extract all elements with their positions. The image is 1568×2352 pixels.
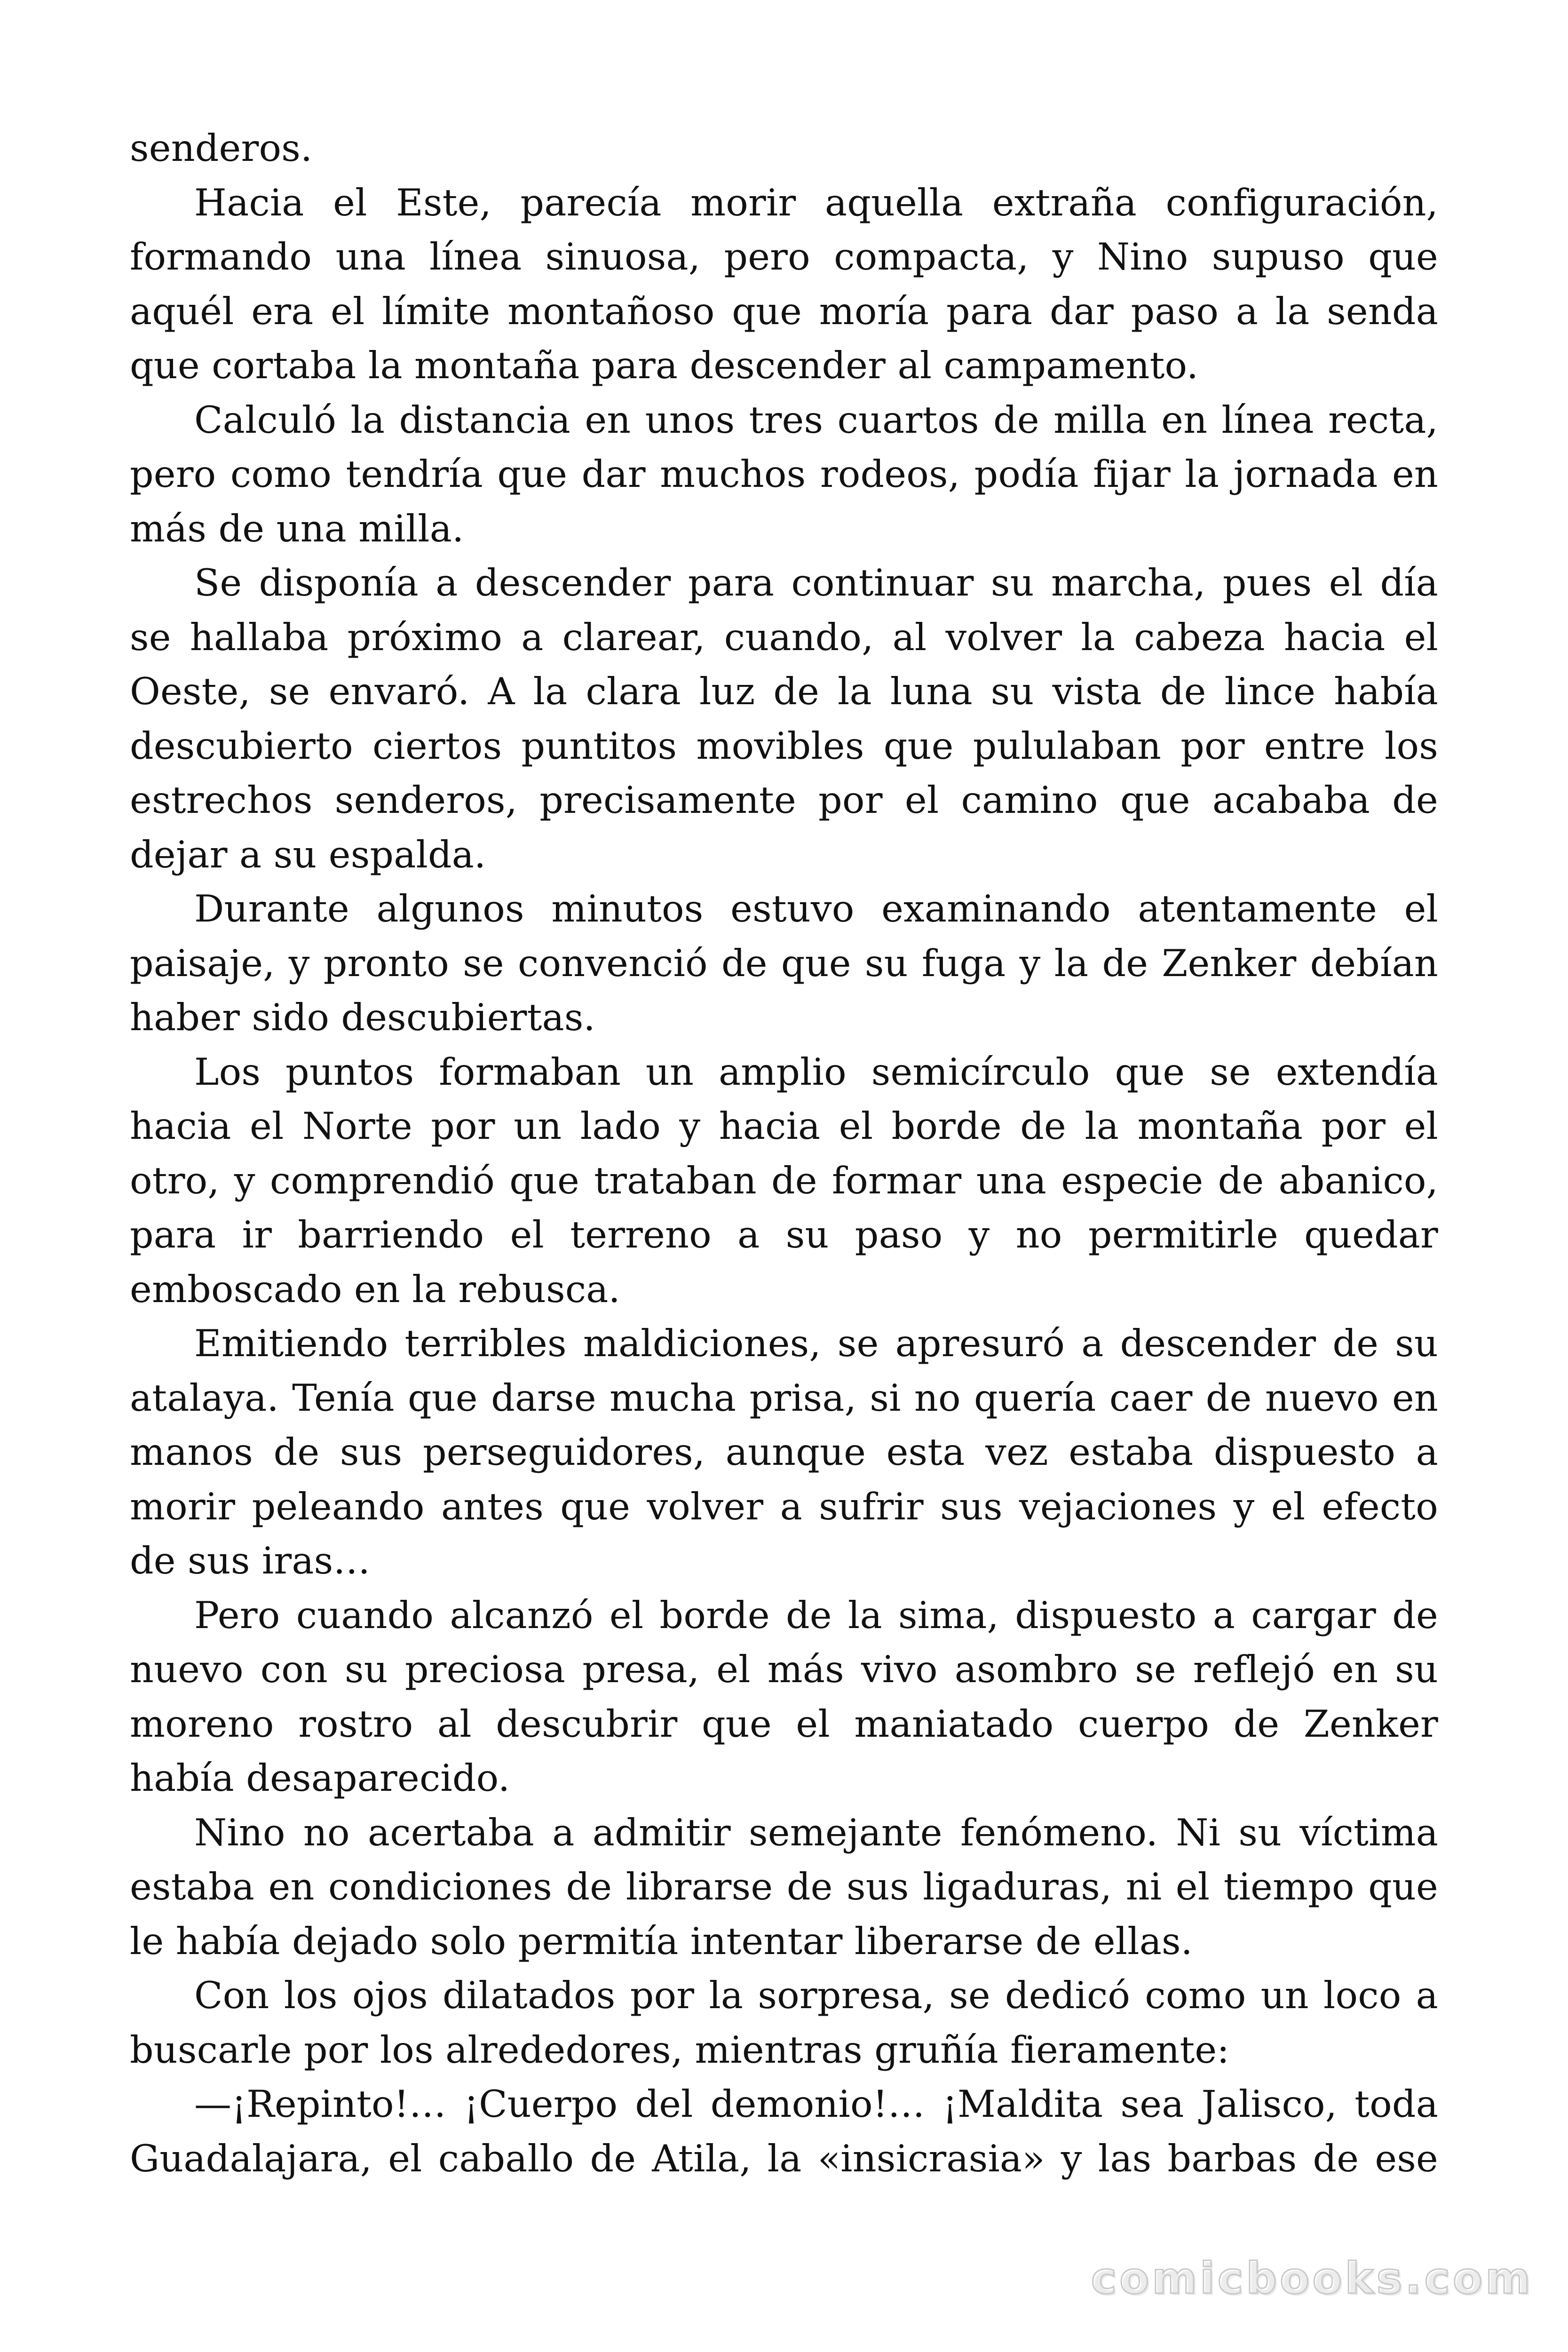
paragraph: Los puntos formaban un amplio semicírculo que se extendía hacia el Norte por un lado y hacia el borde de la montaña por el otro, y comprendió que trataban de formar una especie de abanico, para ir barriendo el terreno a su paso y no permitirle quedar emboscado en la rebusca. (130, 1050, 1438, 1311)
paragraph: Hacia el Este, parecía morir aquella extraña configuración, formando una línea sinuosa, pero compacta, y Nino supuso que aquél era el límite montañoso que moría para dar paso a la senda que cortaba la montaña para descender al campamento. (130, 181, 1438, 387)
book-page-text (130, 121, 1438, 2186)
paragraph: Pero cuando alcanzó el borde de la sima, dispuesto a cargar de nuevo con su preciosa presa, el más vivo asombro se reflejó en su moreno rostro al descubrir que el maniatado cuerpo de Zenker había desaparecido. (130, 1593, 1438, 1800)
paragraph: Se disponía a descender para continuar su marcha, pues el día se hallaba próximo a clarear, cuando, al volver la cabeza hacia el Oeste, se envaró. A la clara luz de la luna su vista de lince había descubierto ciertos puntitos movibles que pululaban por entre los estrechos senderos, precisamente por el camino que acababa de dejar a su espalda. (130, 561, 1438, 876)
paragraph: Durante algunos minutos estuvo examinando atentamente el paisaje, y pronto se convenció de que su fuga y la de Zenker debían haber sido descubiertas. (130, 887, 1438, 1039)
paragraph-continuation: senderos. (130, 127, 313, 170)
paragraph: Con los ojos dilatados por la sorpresa, se dedicó como un loco a buscarle por los alrededores, mientras gruñía fieramente: (130, 1974, 1438, 2072)
watermark: comicbooks.com (1091, 2253, 1533, 2304)
paragraph-dialogue: —¡Repinto!… ¡Cuerpo del demonio!… ¡Maldita sea Jalisco, toda Guadalajara, el caballo de Atila, la «insicrasia» y las barbas de ese (130, 2082, 1438, 2180)
paragraph: Calculó la distancia en unos tres cuartos de milla en línea recta, pero como tendría que dar muchos rodeos, podía fijar la jornada en más de una milla. (130, 398, 1438, 550)
paragraph: Emitiendo terribles maldiciones, se apresuró a descender de su atalaya. Tenía que darse mucha prisa, si no quería caer de nuevo en manos de sus perseguidores, aunque esta vez estaba dispuesto a morir peleando antes que volver a sufrir sus vejaciones y el efecto de sus iras… (130, 1322, 1438, 1582)
paragraph: Nino no acertaba a admitir semejante fenómeno. Ni su víctima estaba en condiciones de librarse de sus ligaduras, ni el tiempo que le había dejado solo permitía intentar liberarse de ellas. (130, 1811, 1438, 1963)
